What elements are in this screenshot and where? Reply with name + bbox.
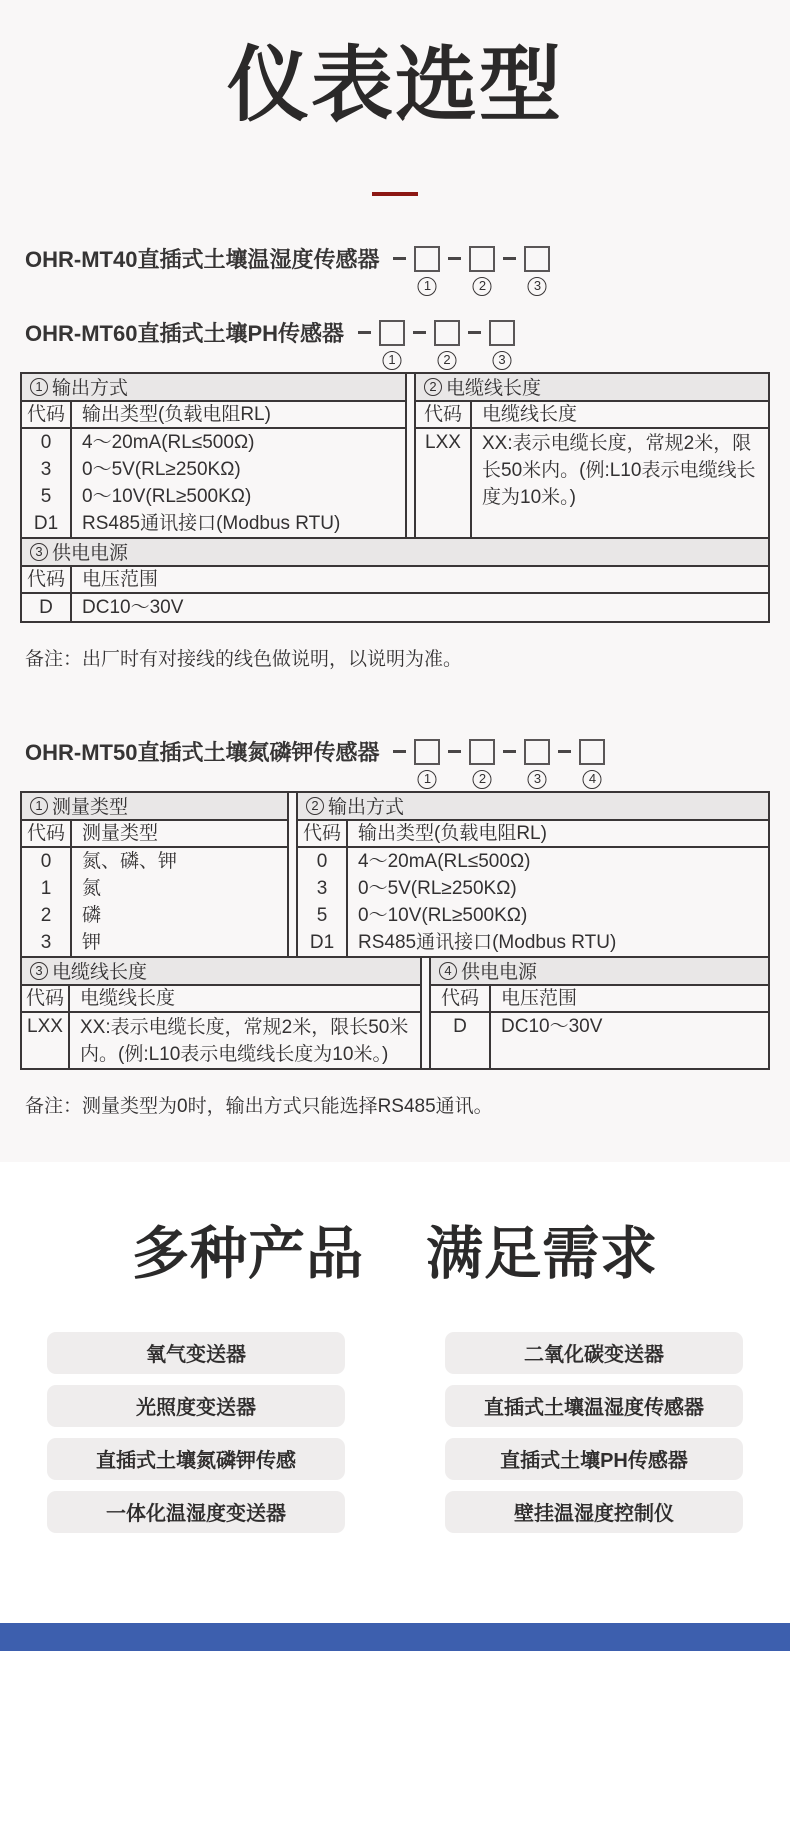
ordering-code-sequence	[385, 739, 605, 787]
code-box	[434, 320, 460, 346]
desc-column-header: 电压范围	[82, 568, 159, 590]
desc-cell: DC10～30V	[501, 1015, 603, 1037]
code-box	[469, 246, 495, 272]
product-grid	[47, 1332, 743, 1533]
model-group-2	[25, 737, 790, 787]
model-name: OHR-MT60直插式土壤PH传感器	[25, 321, 345, 347]
code-cell: 0	[40, 850, 52, 872]
desc-cell: XX:表示电缆长度，常规2米，限长50米内。(例:L10表示电缆线长度为10米。)	[80, 1016, 409, 1065]
desc-column-header: 输出类型(负载电阻RL)	[82, 403, 271, 425]
section-header	[22, 958, 420, 986]
position-number: 3	[493, 351, 512, 370]
code-column	[431, 1013, 491, 1068]
section-title: 电缆线长度	[446, 378, 542, 400]
code-column	[22, 848, 72, 956]
products-heading-right: 满足需求	[426, 1221, 658, 1286]
code-box	[379, 320, 405, 346]
desc-column-header: 电缆线长度	[482, 403, 578, 425]
section-header	[431, 958, 768, 986]
dash-separator	[448, 750, 461, 753]
desc-column-header: 电缆线长度	[80, 987, 176, 1009]
section-number: 3	[30, 543, 48, 561]
desc-cell: DC10～30V	[82, 596, 184, 618]
product-button-soil-temp-humidity[interactable]: 直插式土壤温湿度传感器	[445, 1385, 743, 1427]
model-name: OHR-MT50直插式土壤氮磷钾传感器	[25, 740, 380, 766]
section-title: 电缆线长度	[52, 962, 148, 984]
code-cell: D	[39, 596, 53, 618]
dash-separator	[468, 331, 481, 334]
position-number: 4	[583, 770, 602, 789]
product-button-integrated-temp-humidity[interactable]: 一体化温湿度变送器	[47, 1491, 345, 1533]
page-title: 仪表选型	[226, 40, 563, 131]
section-header	[298, 793, 768, 821]
section-output-mode	[22, 374, 407, 537]
position-number: 3	[528, 277, 547, 296]
product-button-wall-mount-controller[interactable]: 壁挂温湿度控制仪	[445, 1491, 743, 1533]
code-column-header: 代码	[416, 402, 472, 427]
desc-column	[72, 594, 768, 621]
product-button-light[interactable]: 光照度变送器	[47, 1385, 345, 1427]
product-button-oxygen[interactable]: 氧气变送器	[47, 1332, 345, 1374]
section-number: 1	[30, 378, 48, 396]
code-box	[414, 246, 440, 272]
products-heading	[0, 1208, 790, 1290]
code-cell: 1	[40, 877, 52, 899]
desc-cell: RS485通讯接口(Modbus RTU)	[82, 512, 341, 534]
section-header	[416, 374, 768, 402]
section-output-mode	[296, 793, 768, 956]
desc-cell: XX:表示电缆长度，常规2米，限长50米内。(例:L10表示电缆线长度为10米。)	[482, 432, 756, 508]
code-box	[524, 739, 550, 765]
section-title: 输出方式	[328, 797, 405, 819]
section-title: 供电电源	[52, 543, 129, 565]
section-title: 测量类型	[52, 797, 129, 819]
code-cell: 3	[40, 931, 52, 953]
column-headers	[298, 821, 768, 848]
code-column	[22, 429, 72, 537]
table2-note: 备注：测量类型为0时，输出方式只能选择RS485通讯。	[25, 1095, 493, 1117]
code-column	[416, 429, 472, 537]
dash-separator	[393, 257, 406, 260]
desc-cell: 4～20mA(RL≤500Ω)	[358, 850, 531, 872]
dash-separator	[448, 257, 461, 260]
code-cell: D	[453, 1015, 467, 1037]
section-cable-length	[414, 374, 768, 537]
code-cell: LXX	[27, 1015, 63, 1037]
section-gap	[407, 374, 414, 537]
products-heading-left: 多种产品	[132, 1221, 364, 1286]
section-header	[22, 374, 405, 402]
code-box	[524, 246, 550, 272]
model-line-mt60	[25, 318, 790, 368]
desc-cell: 0～5V(RL≥250KΩ)	[358, 877, 517, 899]
code-column-header: 代码	[22, 567, 72, 592]
section-power-supply	[429, 958, 768, 1068]
desc-column	[72, 429, 405, 537]
position-number: 2	[438, 351, 457, 370]
position-number: 1	[383, 351, 402, 370]
ordering-code-sequence	[385, 246, 550, 294]
footer-blue-band	[0, 1623, 790, 1651]
code-cell: 0	[316, 850, 328, 872]
code-column-header: 代码	[22, 402, 72, 427]
code-cell: 5	[316, 904, 328, 926]
spec-table-mt50	[20, 791, 770, 1070]
dash-separator	[393, 750, 406, 753]
position-number: 1	[418, 277, 437, 296]
product-button-co2[interactable]: 二氧化碳变送器	[445, 1332, 743, 1374]
code-cell: 3	[40, 458, 52, 480]
title-accent-divider	[372, 192, 418, 196]
dash-separator	[503, 750, 516, 753]
code-cell: 5	[40, 485, 52, 507]
code-box	[579, 739, 605, 765]
model-line-mt50	[25, 737, 790, 787]
section-power-supply	[22, 539, 768, 621]
section-number: 2	[424, 378, 442, 396]
desc-cell: 磷	[82, 904, 102, 926]
position-number: 2	[473, 277, 492, 296]
desc-column	[491, 1013, 768, 1068]
desc-cell: 4～20mA(RL≤500Ω)	[82, 431, 255, 453]
code-cell: D1	[33, 512, 59, 534]
desc-cell: 0～5V(RL≥250KΩ)	[82, 458, 241, 480]
section-number: 4	[439, 962, 457, 980]
section-number: 3	[30, 962, 48, 980]
code-box	[469, 739, 495, 765]
desc-cell: 0～10V(RL≥500KΩ)	[82, 485, 252, 507]
products-section	[0, 1162, 790, 1623]
section-measure-type	[22, 793, 289, 956]
column-headers	[22, 986, 420, 1013]
model-name: OHR-MT40直插式土壤温湿度传感器	[25, 247, 380, 273]
position-number: 2	[473, 770, 492, 789]
ordering-code-sequence	[350, 320, 515, 368]
position-number: 3	[528, 770, 547, 789]
section-number: 1	[30, 797, 48, 815]
code-column	[22, 1013, 70, 1068]
desc-cell: 钾	[82, 931, 102, 953]
code-cell: 3	[316, 877, 328, 899]
model-group-1	[25, 244, 790, 368]
desc-cell: 0～10V(RL≥500KΩ)	[358, 904, 528, 926]
dash-separator	[503, 257, 516, 260]
model-line-mt40	[25, 244, 790, 294]
section-cable-length	[22, 958, 422, 1068]
code-column	[22, 594, 72, 621]
section-gap	[422, 958, 429, 1068]
desc-column-header: 输出类型(负载电阻RL)	[358, 822, 547, 844]
code-box	[414, 739, 440, 765]
code-column-header: 代码	[22, 986, 70, 1011]
dash-separator	[558, 750, 571, 753]
column-headers	[431, 986, 768, 1013]
code-column	[298, 848, 348, 956]
table1-note: 备注：出厂时有对接线的线色做说明，以说明为准。	[25, 648, 463, 670]
code-column-header: 代码	[431, 986, 491, 1011]
dash-separator	[413, 331, 426, 334]
section-header	[22, 793, 287, 821]
product-button-soil-npk[interactable]: 直插式土壤氮磷钾传感	[47, 1438, 345, 1480]
code-box	[489, 320, 515, 346]
code-cell: D1	[309, 931, 335, 953]
desc-column-header: 测量类型	[82, 822, 159, 844]
code-cell: 0	[40, 431, 52, 453]
section-title: 供电电源	[461, 962, 538, 984]
section-number: 2	[306, 797, 324, 815]
column-headers	[416, 402, 768, 429]
dash-separator	[358, 331, 371, 334]
desc-cell: 氮	[82, 877, 102, 899]
desc-column-header: 电压范围	[501, 987, 578, 1009]
spec-table-mt40-mt60	[20, 372, 770, 623]
section-gap	[289, 793, 296, 956]
code-column-header: 代码	[22, 821, 72, 846]
column-headers	[22, 402, 405, 429]
position-number: 1	[418, 770, 437, 789]
code-cell: 2	[40, 904, 52, 926]
column-headers	[22, 821, 287, 848]
desc-cell: 氮、磷、钾	[82, 850, 178, 872]
section-title: 输出方式	[52, 378, 129, 400]
desc-cell: RS485通讯接口(Modbus RTU)	[358, 931, 617, 953]
section-header	[22, 539, 768, 567]
column-headers	[22, 567, 768, 594]
code-cell: LXX	[425, 431, 461, 453]
desc-column	[348, 848, 768, 956]
code-column-header: 代码	[298, 821, 348, 846]
desc-column	[72, 848, 287, 956]
product-button-soil-ph[interactable]: 直插式土壤PH传感器	[445, 1438, 743, 1480]
